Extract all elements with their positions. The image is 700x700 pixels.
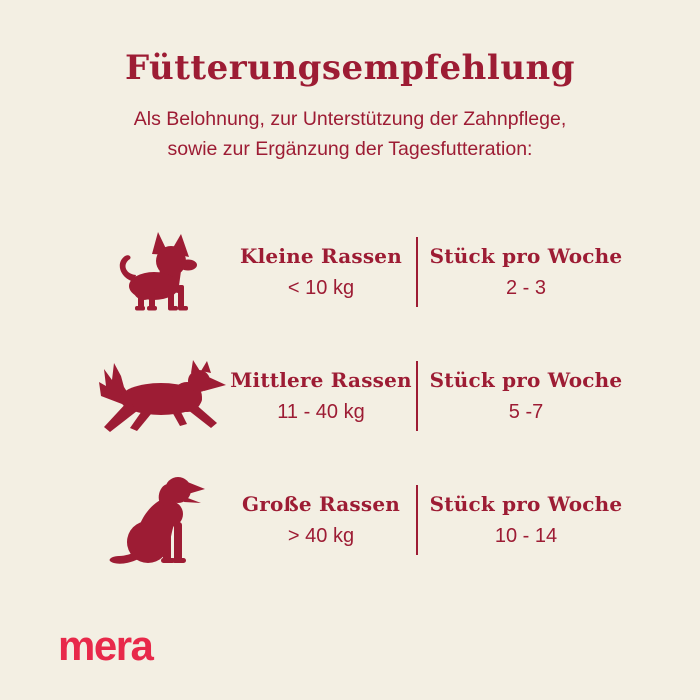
- amount-value: 2 - 3: [505, 277, 547, 299]
- amount-cell: [422, 492, 630, 548]
- subtitle-line-2: sowie zur Ergänzung der Tagesfutteration:: [167, 138, 533, 161]
- feeding-table: [0, 210, 700, 582]
- amount-value: 10 - 14: [494, 525, 558, 547]
- amount-value: 5 -7: [508, 401, 544, 423]
- page-title: Fütterungsempfehlung: [124, 48, 576, 88]
- large-dog-icon: [95, 472, 230, 568]
- breed-weight: < 10 kg: [287, 277, 355, 299]
- breed-cell: [230, 492, 412, 548]
- feeding-row-small-breeds: [0, 210, 700, 334]
- amount-label: Stück pro Woche: [429, 492, 623, 516]
- medium-dog-icon: [95, 356, 230, 436]
- column-divider: [416, 237, 418, 307]
- subtitle-line-1: Als Belohnung, zur Unterstützung der Zahnpflege,: [133, 108, 567, 130]
- amount-label: Stück pro Woche: [429, 368, 623, 392]
- breed-weight: > 40 kg: [287, 525, 355, 547]
- amount-cell: [422, 244, 630, 300]
- column-divider: [416, 485, 418, 555]
- feeding-row-large-breeds: [0, 458, 700, 582]
- breed-label: Große Rassen: [241, 492, 401, 516]
- brand-logo: mera: [58, 622, 153, 669]
- breed-cell: [230, 244, 412, 300]
- breed-weight: 11 - 40 kg: [277, 401, 365, 423]
- amount-label: Stück pro Woche: [429, 244, 623, 268]
- amount-cell: [422, 368, 630, 424]
- breed-label: Mittlere Rassen: [230, 368, 412, 392]
- breed-cell: [230, 368, 412, 424]
- breed-label: Kleine Rassen: [240, 244, 402, 268]
- column-divider: [416, 361, 418, 431]
- subtitle: [0, 104, 700, 164]
- small-dog-icon: [95, 230, 230, 314]
- feeding-row-medium-breeds: [0, 334, 700, 458]
